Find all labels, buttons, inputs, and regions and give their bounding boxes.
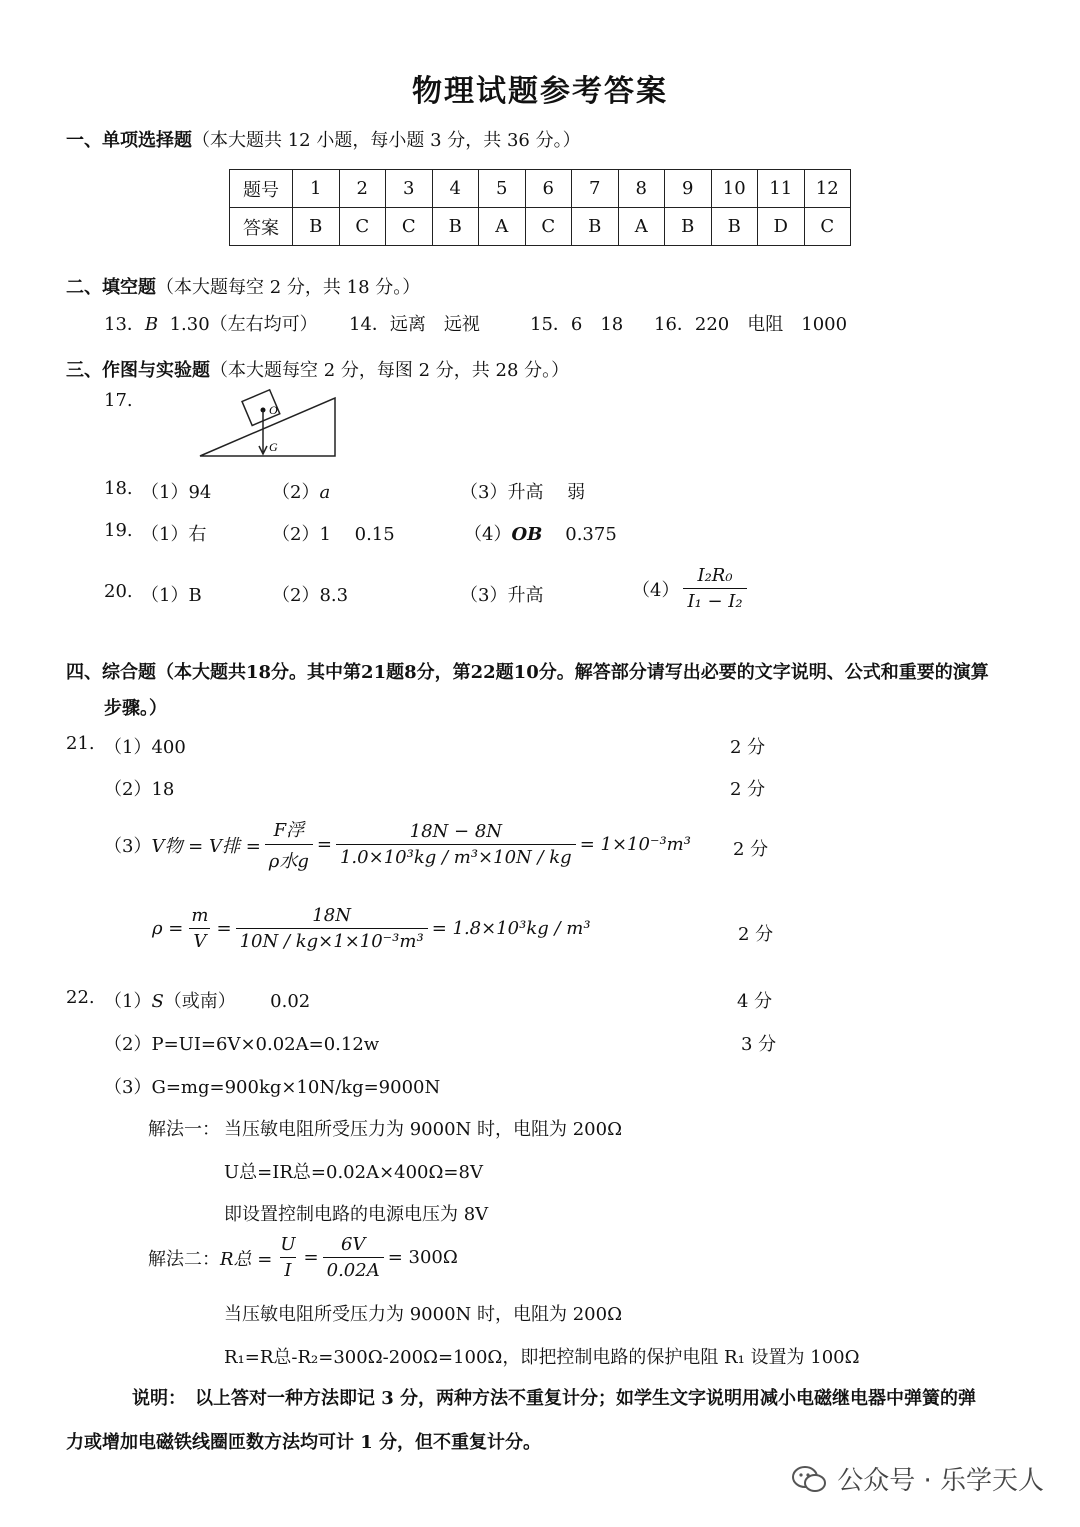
q21-score-4: 2 分 [738, 924, 774, 945]
table-cell: B [711, 208, 758, 246]
q21-score-1: 2 分 [730, 737, 766, 758]
row-label-number: 题号 [230, 170, 293, 208]
table-cell: 1 [293, 170, 340, 208]
method-1-line-2: U总=IR总=0.02A×400Ω=8V [224, 1162, 483, 1183]
method-2-line-2: R₁=R总-R₂=300Ω-200Ω=100Ω，即把控制电路的保护电阻 R₁ 设置为 100Ω [224, 1347, 860, 1368]
table-cell: 3 [386, 170, 433, 208]
table-cell: C [804, 208, 851, 246]
wechat-icon [791, 1465, 827, 1493]
table-cell: 9 [665, 170, 712, 208]
q19-number: 19. [104, 520, 133, 541]
table-cell: C [386, 208, 433, 246]
section-2-title: 二、填空题 [66, 277, 156, 298]
table-cell: C [525, 208, 572, 246]
q21-part1: （1）400 [104, 737, 186, 758]
section-3-title: 三、作图与实验题 [66, 360, 210, 381]
note-line-2: 力或增加电磁铁线圈匝数方法均可计 1 分，但不重复计分。 [66, 1432, 542, 1453]
q21-density-equation: ρ = $\frac{m}{V}$ = $\frac{18N}{\text{10N / kg×1×10⁻³m³}}$ = 1.8×10³kg / m³ [152, 905, 591, 952]
section-4-heading-cont: 步骤。） [104, 698, 167, 719]
table-cell: 7 [572, 170, 619, 208]
q18-part1: （1）94 [141, 482, 212, 503]
table-cell: A [618, 208, 665, 246]
watermark: 公众号 · 乐学天人 [791, 1460, 1044, 1497]
q18-number: 18. [104, 478, 133, 499]
method-1-label: 解法一： [148, 1119, 220, 1140]
q17-number: 17. [104, 390, 133, 411]
table-cell: 4 [432, 170, 479, 208]
q21-number: 21. [66, 733, 95, 754]
label-g: G [269, 440, 278, 454]
section-3-heading [66, 356, 569, 382]
table-cell: B [293, 208, 340, 246]
q20-part2: （2）8.3 [272, 585, 349, 606]
q22-number: 22. [66, 987, 95, 1008]
note-line-1: 说明： 以上答对一种方法即记 3 分，两种方法不重复计分；如学生文字说明用减小电磁继电器中弹簧的弹 [132, 1388, 977, 1409]
incline-triangle [200, 398, 335, 456]
q19-part2: （2）1 0.15 [272, 524, 395, 545]
q20-part4: （4） $\frac{\text{I₂R₀}}{\text{I₁ − I₂}}$ [632, 565, 751, 612]
q22-part2: （2）P=UI=6V×0.02A=0.12w [104, 1034, 380, 1055]
table-cell: 5 [479, 170, 526, 208]
q22-part1: （1）S（或南） 0.02 [104, 991, 311, 1012]
q19-part4: （4）OB 0.375 [464, 524, 617, 545]
q13-answer: 13．B 1.30（左右均可） [104, 314, 318, 335]
q22-score-2: 3 分 [741, 1034, 777, 1055]
table-cell: A [479, 208, 526, 246]
table-cell: 2 [339, 170, 386, 208]
q15-answer: 15．6 18 [530, 314, 624, 335]
q20-part1: （1）B [141, 585, 202, 606]
q18-part2: （2）a [272, 482, 331, 503]
table-row-answers [230, 208, 851, 246]
table-cell: 12 [804, 170, 851, 208]
q20-part3: （3）升高 [460, 585, 544, 606]
table-cell: 8 [618, 170, 665, 208]
section-1-heading [66, 126, 581, 152]
table-cell: B [665, 208, 712, 246]
q18-part3: （3）升高 弱 [460, 482, 586, 503]
table-cell: B [432, 208, 479, 246]
q19-part1: （1）右 [141, 524, 207, 545]
page-title: 物理试题参考答案 [412, 74, 668, 109]
q20-number: 20. [104, 581, 133, 602]
table-cell: B [572, 208, 619, 246]
method-1-line-3: 即设置控制电路的电源电压为 8V [224, 1204, 489, 1225]
section-2-note: （本大题每空 2 分，共 18 分。） [156, 277, 421, 298]
table-cell: 11 [758, 170, 805, 208]
q14-answer: 14．远离 远视 [349, 314, 480, 335]
table-cell: C [339, 208, 386, 246]
section-1-note: （本大题共 12 小题，每小题 3 分，共 36 分。） [192, 130, 581, 151]
q21-part2: （2）18 [104, 779, 175, 800]
section-3-note: （本大题每空 2 分，每图 2 分，共 28 分。） [210, 360, 570, 381]
q16-answer: 16．220 电阻 1000 [654, 314, 848, 335]
row-label-answer: 答案 [230, 208, 293, 246]
answer-table [229, 169, 851, 246]
section-4-heading: 四、综合题（本大题共18分。其中第21题8分，第22题10分。解答部分请写出必要的文字说明、公式和重要的演算 [66, 662, 989, 683]
table-row-numbers [230, 170, 851, 208]
section-2-heading [66, 273, 420, 299]
method-1-line-1: 当压敏电阻所受压力为 9000N 时，电阻为 200Ω [224, 1119, 623, 1140]
q21-score-2: 2 分 [730, 779, 766, 800]
q21-part3-equation: （3） V物 = V排 = $\frac{\text{F浮}}{\text{ρ水g}}$ = $\frac{18N - 8N}{\text{1.0×10³kg / m³×10N / kg}}$ = 1×10⁻³m³ [104, 820, 691, 872]
q21-score-3: 2 分 [733, 839, 769, 860]
q22-score-1: 4 分 [737, 991, 773, 1012]
table-cell: 6 [525, 170, 572, 208]
q20-fraction: $\frac{\text{I₂R₀}}{\text{I₁ − I₂}}$ [683, 565, 746, 612]
table-cell: 10 [711, 170, 758, 208]
method-2-line-1: 当压敏电阻所受压力为 9000N 时，电阻为 200Ω [224, 1304, 623, 1325]
table-cell: D [758, 208, 805, 246]
section-1-title: 一、单项选择题 [66, 130, 192, 151]
method-2-equation: 解法二： R总 = $\frac{U}{I}$ = $\frac{6V}{0.02A}$ = 300Ω [148, 1234, 458, 1281]
label-o: O [269, 403, 278, 417]
q22-part3: （3）G=mg=900kg×10N/kg=9000N [104, 1077, 441, 1098]
incline-diagram [195, 388, 340, 460]
